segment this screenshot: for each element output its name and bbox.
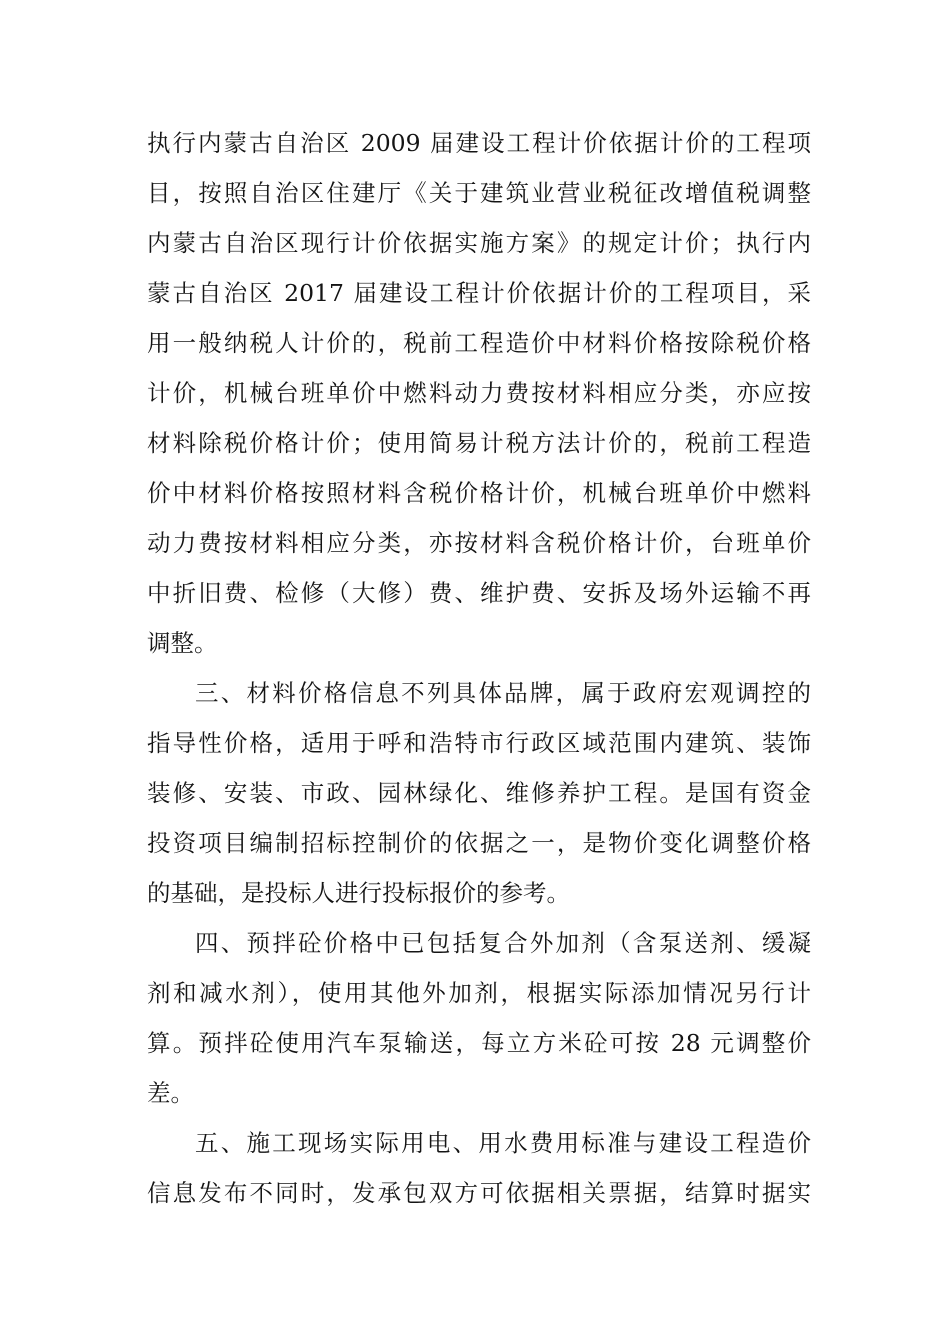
- text-line: 投资项目编制招标控制价的依据之一，是物价变化调整价格: [147, 829, 811, 857]
- text-line: 价中材料价格按照材料含税价格计价，机械台班单价中燃料: [147, 479, 811, 507]
- text-line: 算。预拌砼使用汽车泵输送，每立方米砼可按 28 元调整价: [147, 1029, 811, 1057]
- text-line: 指导性价格，适用于呼和浩特市行政区域范围内建筑、装饰: [147, 729, 811, 757]
- text-line: 中折旧费、检修（大修）费、维护费、安拆及场外运输不再: [147, 579, 811, 607]
- text-line: 四、预拌砼价格中已包括复合外加剂（含泵送剂、缓凝: [195, 929, 811, 957]
- text-line: 装修、安装、市政、园林绿化、维修养护工程。是国有资金: [147, 779, 811, 807]
- text-line: 目，按照自治区住建厅《关于建筑业营业税征改增值税调整: [147, 179, 811, 207]
- text-line: 蒙古自治区 2017 届建设工程计价依据计价的工程项目，采: [147, 279, 811, 307]
- text-line: 材料除税价格计价；使用简易计税方法计价的，税前工程造: [147, 429, 811, 457]
- text-line: 内蒙古自治区现行计价依据实施方案》的规定计价；执行内: [147, 229, 811, 257]
- text-line: 差。: [147, 1079, 194, 1107]
- paragraph-item-5: [147, 1118, 811, 1218]
- text-line: 动力费按材料相应分类，亦按材料含税价格计价，台班单价: [147, 529, 811, 557]
- paragraph-item-4: [147, 918, 811, 1118]
- document-body: [147, 118, 811, 1218]
- text-line: 用一般纳税人计价的，税前工程造价中材料价格按除税价格: [147, 329, 811, 357]
- text-line: 五、施工现场实际用电、用水费用标准与建设工程造价: [195, 1129, 811, 1157]
- text-line: 剂和减水剂），使用其他外加剂，根据实际添加情况另行计: [147, 979, 811, 1007]
- paragraph-pricing-basis: [147, 118, 811, 668]
- text-line: 三、材料价格信息不列具体品牌，属于政府宏观调控的: [195, 679, 811, 707]
- paragraph-item-3: [147, 668, 811, 918]
- text-line: 的基础，是投标人进行投标报价的参考。: [147, 879, 570, 907]
- text-line: 计价，机械台班单价中燃料动力费按材料相应分类，亦应按: [147, 379, 811, 407]
- text-line: 执行内蒙古自治区 2009 届建设工程计价依据计价的工程项: [147, 129, 811, 157]
- text-line: 信息发布不同时，发承包双方可依据相关票据，结算时据实: [147, 1179, 811, 1207]
- text-line: 调整。: [147, 629, 218, 657]
